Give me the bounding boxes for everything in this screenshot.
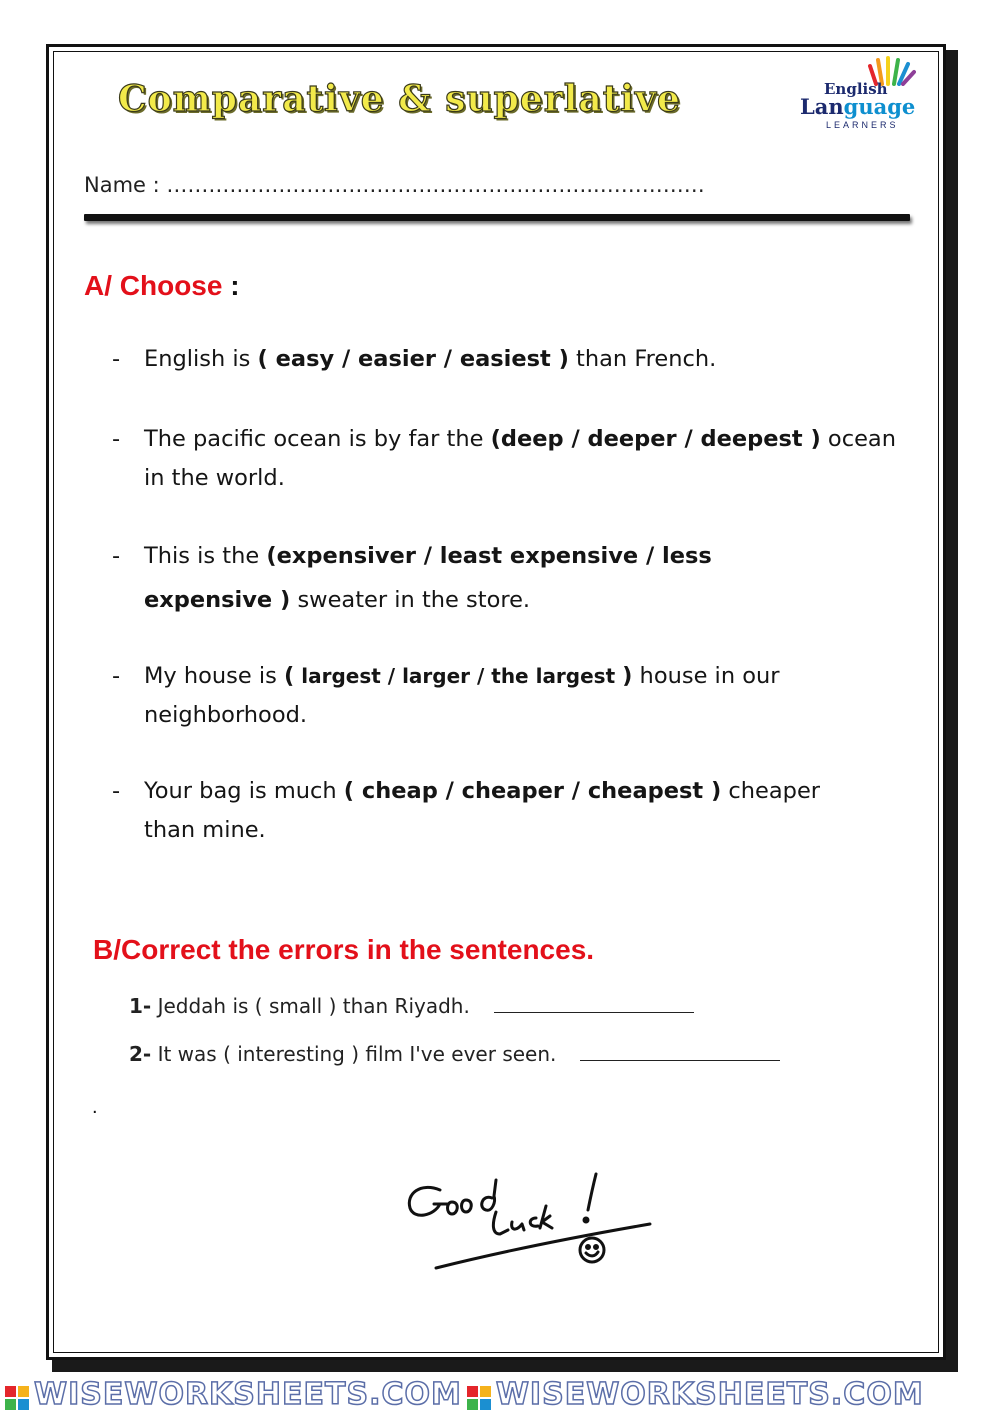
choose-item-4: - My house is ( largest / larger / the largest ) house in our neighborhood. bbox=[112, 663, 780, 728]
choose-item-2: - The pacific ocean is by far the (deep / deeper / deepest ) ocean in the world. bbox=[112, 426, 896, 491]
correct-item-1: 1- Jeddah is ( small ) than Riyadh. bbox=[129, 994, 694, 1018]
name-field-line: Name : ……………………………………………………..…………… bbox=[84, 173, 705, 197]
stray-dot: . bbox=[92, 1096, 98, 1118]
watermark-logo-icon bbox=[466, 1385, 492, 1411]
english-language-learners-logo bbox=[800, 56, 926, 134]
logo-line-language: Language bbox=[800, 94, 916, 119]
section-b-heading: B/Correct the errors in the sentences. bbox=[93, 934, 595, 965]
logo-line-english: English bbox=[824, 80, 888, 98]
good-luck-smiley-icon bbox=[400, 1160, 660, 1280]
footer-watermark bbox=[0, 1378, 1000, 1413]
choose-item-1: - English is ( easy / easier / easiest ) than French. bbox=[112, 346, 717, 372]
watermark-logo-icon bbox=[4, 1385, 30, 1411]
answer-blank-1[interactable] bbox=[494, 994, 694, 1013]
logo-line-learners: LEARNERS bbox=[826, 120, 899, 130]
section-a-heading: A/ Choose : bbox=[84, 270, 240, 301]
answer-blank-2[interactable] bbox=[580, 1042, 780, 1061]
watermark-text-1: WISEWORKSHEETS.COM bbox=[34, 1378, 462, 1412]
header-divider bbox=[84, 214, 910, 221]
watermark-text-2: WISEWORKSHEETS.COM bbox=[495, 1378, 924, 1412]
worksheet-title: Comparative & superlative bbox=[118, 78, 681, 120]
choose-item-5: - Your bag is much ( cheap / cheaper / cheapest ) cheaper than mine. bbox=[112, 778, 821, 843]
correct-item-2: 2- It was ( interesting ) film I've ever seen. bbox=[129, 1042, 780, 1066]
choose-item-3: - This is the (expensiver / least expensive / less expensive ) sweater in the store. bbox=[112, 543, 712, 613]
